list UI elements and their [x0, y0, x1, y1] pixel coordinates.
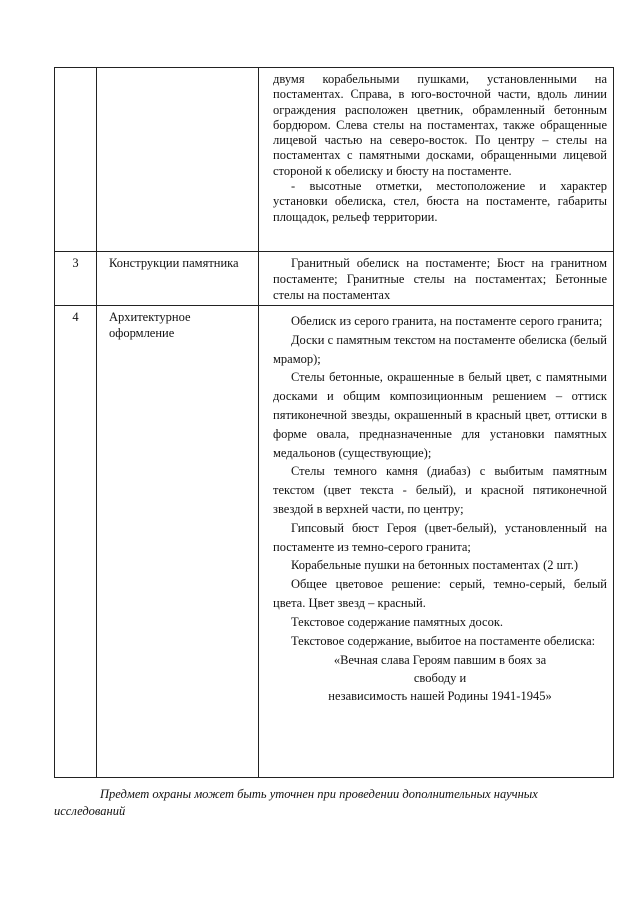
description-paragraph: Гранитный обелиск на постаменте; Бюст на гранитном постаменте; Гранитные стелы на постаментах; Бетонные стелы на постаментах	[273, 256, 607, 302]
footer-line: Предмет охраны может быть уточнен при проведении дополнительных научных	[100, 787, 538, 801]
description-paragraph: Гипсовый бюст Героя (цвет-белый), установленный на постаменте из темно-серого гранита;	[273, 520, 607, 554]
row-name: Архитектурное оформление	[97, 306, 259, 778]
inscription-quote	[273, 651, 607, 705]
description-paragraph: двумя корабельными пушками, установленными на постаментах. Справа, в юго-восточной части, вдоль линии ограждения расположен цветник, обрамленный бетонным бордюром. Слева стелы на постаментах, также обращенные лицевой частью на северо-восток. По центру – стелы на постаментах с памятными досками, обращенными лицевой стороной к обелиску и бюсту на постаменте.	[273, 72, 607, 178]
description-paragraph: Стелы бетонные, окрашенные в белый цвет, с памятными досками и общим композиционным решением – оттиск пятиконечной звезды, окрашенный в красный цвет, оттиски в форме овала, предназначенные для установки памятных медальонов (существующие);	[273, 370, 607, 460]
row-description	[259, 252, 614, 306]
footer-note	[54, 786, 613, 820]
quote-line: «Вечная слава Героям павшим в боях за	[333, 653, 547, 668]
row-name	[97, 68, 259, 252]
quote-line: свободу и	[413, 671, 467, 686]
row-name: Конструкции памятника	[97, 252, 259, 306]
description-paragraph: Стелы темного камня (диабаз) с выбитым памятным текстом (цвет текста - белый), и красной пятиконечной звездой в верхней части, по центру;	[273, 464, 607, 516]
description-paragraph: Текстовое содержание памятных досок.	[291, 614, 504, 629]
table-row	[55, 252, 614, 306]
description-paragraph: Доски с памятным текстом на постаменте обелиска (белый мрамор);	[273, 332, 607, 366]
row-number	[55, 68, 97, 252]
row-description	[259, 306, 614, 778]
description-paragraph: Обелиск из серого гранита, на постаменте серого гранита;	[291, 314, 603, 328]
quote-line: независимость нашей Родины 1941-1945»	[328, 689, 552, 704]
description-paragraph: Общее цветовое решение: серый, темно-серый, белый цвета. Цвет звезд – красный.	[273, 577, 607, 610]
description-paragraph: - высотные отметки, местоположение и характер установки обелиска, стел, бюста на постаменте, габариты площадок, рельеф территории.	[273, 179, 607, 224]
protection-subject-table	[54, 67, 614, 778]
row-description	[259, 68, 614, 252]
row-number: 4	[55, 306, 97, 778]
row-number: 3	[55, 252, 97, 306]
description-paragraph: Текстовое содержание, выбитое на постаменте обелиска:	[291, 633, 596, 648]
description-paragraph: Корабельные пушки на бетонных постаментах (2 шт.)	[291, 558, 579, 573]
table-row	[55, 68, 614, 252]
footer-line: исследований	[54, 804, 126, 818]
table-row	[55, 306, 614, 778]
